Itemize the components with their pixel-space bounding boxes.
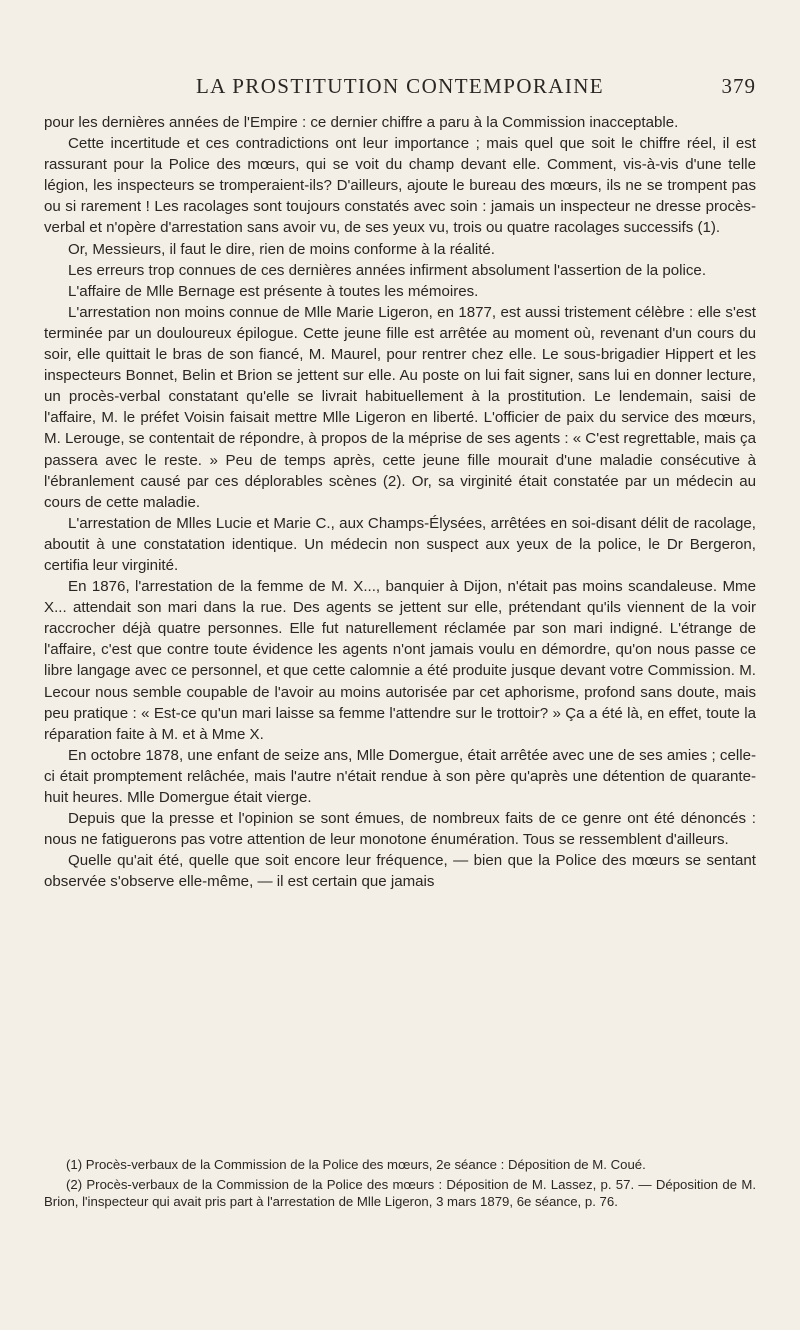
footnote: (1) Procès-verbaux de la Commission de la Police des mœurs, 2e séance : Déposition de M. Coué. bbox=[66, 1157, 646, 1172]
body-text bbox=[44, 112, 756, 892]
paragraph: L'arrestation de Mlles Lucie et Marie C., aux Champs-Élysées, arrêtées en soi-disant délit de racolage, aboutit à une constatation identique. Un médecin non suspect aux yeux de la police, le Dr Bergeron, certifia leur virginité. bbox=[44, 514, 756, 574]
paragraph: Les erreurs trop connues de ces dernières années infirment absolument l'assertion de la police. bbox=[68, 261, 707, 279]
paragraph: Depuis que la presse et l'opinion se sont émues, de nombreux faits de ce genre ont été dénoncés : nous ne fatiguerons pas votre attention de leur monotone énumération. Tous se ressemblent d'ailleurs. bbox=[44, 810, 756, 849]
paragraph: En 1876, l'arrestation de la femme de M. X..., banquier à Dijon, n'était pas moins scandaleuse. Mme X... attendait son mari dans la rue. Des agents se jettent sur elle, prétendant qu'ils viennent de la voir raccrocher déjà quatre personnes. Elle fut naturellement réclamée par son mari indigné. L'étrange de l'affaire, c'est que contre toute évidence les agents n'ont jamais voulu en démordre, qu'on nous passe ce libre langage avec ce personnel, et que cette calomnie a été produite jusque devant votre Commission. M. Lecour nous semble coupable de l'avoir au moins autorisée par cet aphorisme, profond sans doute, mais peu pratique : « Est-ce qu'un mari laisse sa femme l'attendre sur le trottoir? » Ça a été là, en effet, toute la réparation faite à M. et à Mme X. bbox=[44, 578, 756, 743]
paragraph: Or, Messieurs, il faut le dire, rien de moins conforme à la réalité. bbox=[68, 240, 495, 258]
running-head bbox=[44, 74, 756, 100]
footnote: (2) Procès-verbaux de la Commission de la Police des mœurs : Déposition de M. Lassez, p. 57. — Déposition de M. Brion, l'inspecteur qui avait pris part à l'arrestation de Mlle Ligeron, 3 mars 1879, 6e séance, p. 76. bbox=[44, 1177, 756, 1209]
paragraph: pour les dernières années de l'Empire : ce dernier chiffre a paru à la Commission inacceptable. bbox=[44, 114, 679, 131]
paragraph: Quelle qu'ait été, quelle que soit encore leur fréquence, — bien que la Police des mœurs se sentant observée s'observe elle-même, — il est certain que jamais bbox=[44, 852, 756, 891]
page-number: 379 bbox=[721, 74, 756, 98]
paragraph: L'affaire de Mlle Bernage est présente à toutes les mémoires. bbox=[68, 282, 479, 300]
paragraph: Cette incertitude et ces contradictions ont leur importance ; mais quel que soit le chiffre réel, il est rassurant pour la Police des mœurs, qui se voit du champ devant elle. Comment, vis-à-vis d'une telle légion, les inspecteurs se tromperaient-ils? D'ailleurs, ajoute le bureau des mœurs, ils ne se trompent pas ou si rarement ! Les racolages sont toujours constatés avec soin : jamais un inspecteur ne dresse procès-verbal et n'opère d'arrestation sans avoir vu, de ses yeux vu, trois ou quatre racolages successifs (1). bbox=[44, 135, 756, 237]
running-title: LA PROSTITUTION CONTEMPORAINE bbox=[195, 74, 605, 98]
footnotes bbox=[44, 1156, 756, 1213]
paragraph: L'arrestation non moins connue de Mlle Marie Ligeron, en 1877, est aussi tristement célèbre : elle s'est terminée par un douloureux épilogue. Cette jeune fille est arrêtée au moment où, revenant d'un cours du soir, elle quittait le bras de son fiancé, M. Maurel, pour rentrer chez elle. Le sous-brigadier Hippert et les inspecteurs Bonnet, Belin et Brion se jettent sur elle. Au poste on lui fait signer, sans lui en donner lecture, un procès-verbal constatant qu'elle se livrait habituellement à la prostitution. Le lendemain, saisi de l'affaire, M. le préfet Voisin faisait mettre Mlle Ligeron en liberté. L'officier de paix du service des mœurs, M. Lerouge, se contentait de répondre, à propos de la méprise de ses agents : « C'est regrettable, mais ça passera avec le reste. » Peu de temps après, cette jeune fille mourait d'une maladie consécutive à l'ébranlement causé par ces déplorables scènes (2). Or, sa virginité était constatée par un médecin au cours de cette maladie. bbox=[44, 303, 756, 511]
paragraph: En octobre 1878, une enfant de seize ans, Mlle Domergue, était arrêtée avec une de ses amies ; celle-ci était promptement relâchée, mais l'autre n'était rendue à son père qu'après une détention de quarante-huit heures. Mlle Domergue était vierge. bbox=[44, 746, 756, 806]
